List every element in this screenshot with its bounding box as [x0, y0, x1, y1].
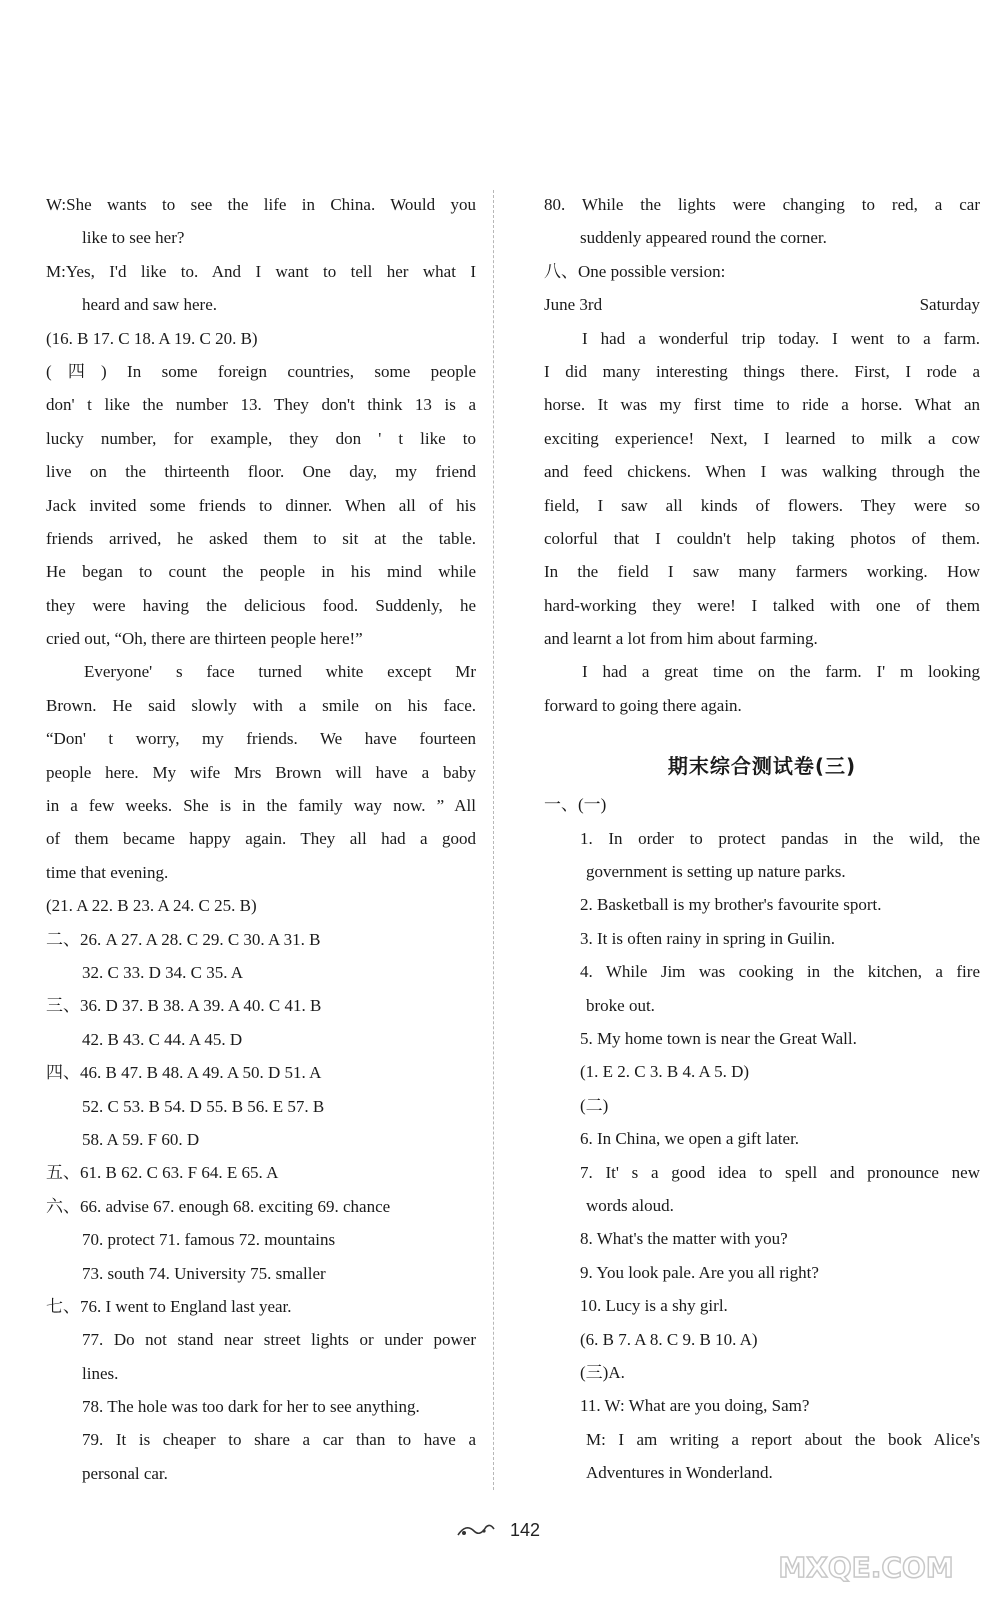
- text-line: 3. It is often rainy in spring in Guilin.: [580, 928, 835, 948]
- text-line: (四) In some foreign countries, some people: [46, 361, 476, 381]
- text-line: live on the thirteenth floor. One day, my friend: [46, 462, 476, 482]
- text-line: 二、26. A 27. A 28. C 29. C 30. A 31. B: [46, 929, 321, 949]
- text-line: broke out.: [586, 995, 655, 1015]
- text-line: 52. C 53. B 54. D 55. B 56. E 57. B: [82, 1096, 325, 1116]
- text-line: (1. E 2. C 3. B 4. A 5. D): [580, 1062, 750, 1082]
- text-line: lucky number, for example, they don ' t like to: [46, 428, 476, 448]
- text-line: 42. B 43. C 44. A 45. D: [82, 1029, 243, 1049]
- text-line: like to see her?: [82, 228, 185, 248]
- page-number: 142: [509, 1520, 541, 1540]
- text-line: cried out, “Oh, there are thirteen people here!”: [46, 629, 363, 649]
- text-line: words aloud.: [586, 1195, 674, 1215]
- line-text: She wants to see the life in China. Would you: [66, 195, 476, 214]
- text-line: personal car.: [82, 1463, 168, 1483]
- section-title: 期末综合测试卷(三): [667, 754, 857, 779]
- text-line: Everyone' s face turned white except Mr: [84, 662, 476, 682]
- text-line: [46, 255, 476, 288]
- text-line: 80. While the lights were changing to red, a car: [544, 195, 980, 214]
- text-line: 10. Lucy is a shy girl.: [580, 1296, 728, 1316]
- date-text: June 3rd: [544, 295, 603, 315]
- text-line: 32. C 33. D 34. C 35. A: [82, 962, 244, 982]
- text-line: 4. While Jim was cooking in the kitchen, a fire: [580, 962, 980, 982]
- text-line: [544, 288, 980, 321]
- weekday-text: Saturday: [919, 295, 980, 315]
- text-line: in a few weeks. She is in the family way now. ” All: [46, 796, 476, 816]
- text-line: forward to going there again.: [544, 695, 742, 715]
- text-line: 8. What's the matter with you?: [580, 1229, 788, 1249]
- text-line: [46, 188, 476, 221]
- text-line: horse. It was my first time to ride a horse. What an: [544, 395, 980, 415]
- text-line: (16. B 17. C 18. A 19. C 20. B): [46, 328, 258, 348]
- text-line: and learnt a lot from him about farming.: [544, 629, 818, 649]
- text-line: Adventures in Wonderland.: [586, 1463, 773, 1483]
- text-line: friends arrived, he asked them to sit at the table.: [46, 528, 476, 548]
- text-line: In the field I saw many farmers working. How: [544, 562, 980, 582]
- section-gap: [544, 722, 980, 744]
- text-line: they were having the delicious food. Suddenly, he: [46, 595, 476, 615]
- speaker-label: M:: [46, 261, 66, 281]
- text-line: and feed chickens. When I was walking through the: [544, 462, 980, 482]
- line-text: Yes, I'd like to. And I want to tell her what I: [65, 261, 476, 281]
- text-line: exciting experience! Next, I learned to milk a cow: [544, 428, 980, 448]
- text-line: (6. B 7. A 8. C 9. B 10. A): [580, 1329, 758, 1349]
- text-line: suddenly appeared round the corner.: [580, 228, 827, 248]
- text-line: 79. It is cheaper to share a car than to have a: [82, 1430, 476, 1450]
- text-line: 三、36. D 37. B 38. A 39. A 40. C 41. B: [46, 996, 322, 1016]
- text-line: 9. You look pale. Are you all right?: [580, 1262, 819, 1282]
- text-line: 七、76. I went to England last year.: [46, 1296, 292, 1316]
- text-line: 一、(一): [544, 795, 607, 815]
- text-line: 六、66. advise 67. enough 68. exciting 69. chance: [46, 1196, 391, 1216]
- text-line: heard and saw here.: [82, 295, 217, 315]
- text-line: 四、46. B 47. B 48. A 49. A 50. D 51. A: [46, 1063, 322, 1083]
- text-line: colorful that I couldn't help taking photos of them.: [544, 528, 980, 548]
- writing-sample-block: [544, 188, 980, 722]
- text-line: 6. In China, we open a gift later.: [580, 1129, 800, 1149]
- text-line: 五、61. B 62. C 63. F 64. E 65. A: [46, 1163, 279, 1183]
- text-line: M: I am writing a report about the book Alice's: [586, 1429, 980, 1449]
- text-line: don' t like the number 13. They don't think 13 is a: [46, 395, 476, 415]
- text-line: 1. In order to protect pandas in the wild, the: [580, 828, 980, 848]
- text-line: Jack invited some friends to dinner. When all of his: [46, 495, 476, 515]
- right-column: [544, 188, 980, 1489]
- text-line: “Don' t worry, my friends. We have fourteen: [46, 729, 476, 749]
- text-line: time that evening.: [46, 862, 169, 882]
- text-line: 70. protect 71. famous 72. mountains: [82, 1230, 336, 1250]
- text-line: government is setting up nature parks.: [586, 862, 846, 882]
- left-column: [46, 188, 476, 1490]
- text-line: 11. W: What are you doing, Sam?: [580, 1396, 810, 1416]
- text-line: I had a wonderful trip today. I went to a farm.: [582, 328, 980, 348]
- text-line: of them became happy again. They all had a good: [46, 829, 476, 849]
- svg-text:MXQE.COM: MXQE.COM: [778, 1551, 954, 1584]
- text-line: Brown. He said slowly with a smile on his face.: [46, 695, 476, 715]
- footer-ornament-icon: [456, 1521, 496, 1544]
- text-line: (三)A.: [580, 1362, 625, 1382]
- text-line: 2. Basketball is my brother's favourite sport.: [580, 895, 882, 915]
- text-line: I had a great time on the farm. I' m looking: [582, 662, 980, 682]
- text-line: 73. south 74. University 75. smaller: [82, 1263, 326, 1283]
- text-line: (21. A 22. B 23. A 24. C 25. B): [46, 896, 257, 916]
- text-line: He began to count the people in his mind while: [46, 562, 476, 582]
- text-line: 5. My home town is near the Great Wall.: [580, 1028, 857, 1048]
- text-line: 77. Do not stand near street lights or under power: [82, 1330, 476, 1350]
- test-three-answers: [544, 788, 980, 1489]
- text-line: 八、One possible version:: [544, 261, 726, 281]
- column-divider: [493, 190, 494, 1490]
- text-line: 78. The hole was too dark for her to see anything.: [82, 1397, 420, 1417]
- text-line: people here. My wife Mrs Brown will have a baby: [46, 762, 476, 782]
- text-line: (二): [580, 1095, 609, 1115]
- text-line: I did many interesting things there. First, I rode a: [544, 361, 980, 381]
- text-line: 7. It' s a good idea to spell and pronounce new: [580, 1162, 980, 1182]
- text-line: field, I saw all kinds of flowers. They were so: [544, 495, 980, 515]
- text-line: hard-working they were! I talked with one of them: [544, 595, 980, 615]
- watermark-logo: [756, 1535, 976, 1600]
- text-line: lines.: [82, 1363, 119, 1383]
- speaker-label: W:: [46, 195, 67, 214]
- text-line: 58. A 59. F 60. D: [82, 1129, 200, 1149]
